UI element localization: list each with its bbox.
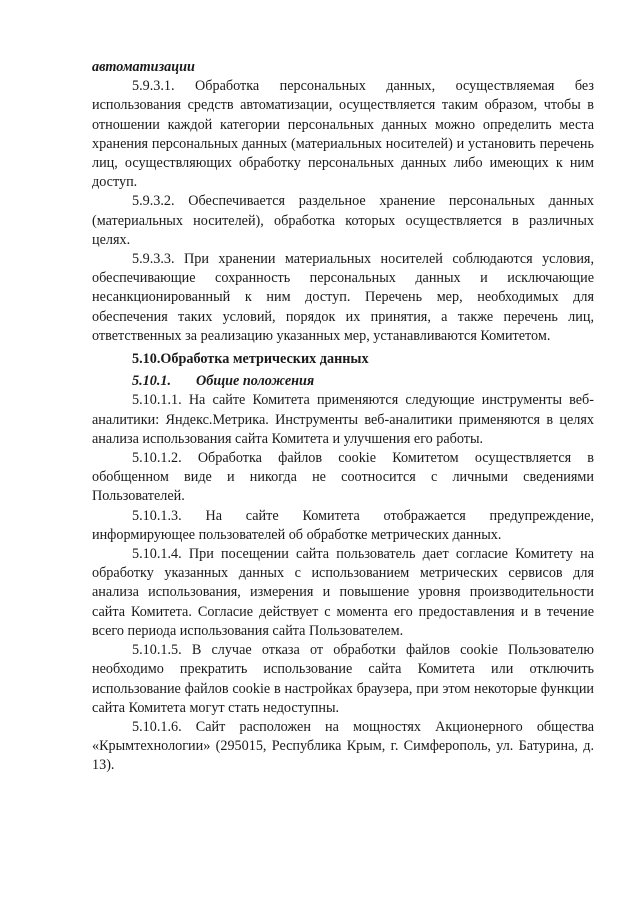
item-text: При посещении сайта пользователь дает согласие Комитету на обработку указанных данных с использованием метрических сервисов для анализа использования, измерения и повышение уровня производительности сайта Комитета. Согласие действует с момента его предоставления и в течение всего периода использования сайта Пользователем. [92,546,594,639]
paragraph-5-10-1-5 [92,641,594,718]
item-text: Обработка персональных данных, осуществляемая без использования средств автоматизации, осуществляется таким образом, чтобы в отношении каждой категории персональных данных можно определить места хранения персональных данных (материальных носителей) и установить перечень лиц, осуществляющих обработку персональных данных либо имеющих к ним доступ. [92,78,595,191]
paragraph-5-10-1-1 [92,391,594,449]
item-number: 5.10.1.6. [132,718,182,735]
item-text: На сайте Комитета применяются следующие инструменты веб-аналитики: Яндекс.Метрика. Инструменты веб-аналитики применяются в целях анализа использования сайта Комитета и улучшения его работы. [92,392,595,447]
paragraph-5-10-1-3 [92,507,594,545]
paragraph-5-10-1-6 [92,718,594,776]
item-number: 5.10.1.2. [132,450,182,467]
item-text: При хранении материальных носителей соблюдаются условия, обеспечивающие сохранность персональных данных и исключающие несанкционированный к ним доступ. Перечень мер, необходимых для обеспечения таких условий, порядок их принятия, а также перечень лиц, ответственных за реализацию указанных мер, устанавливаются Комитетом. [92,251,594,344]
item-number: 5.9.3.2. [132,193,175,210]
subsection-heading [92,372,594,391]
item-number: 5.9.3.1. [132,78,175,95]
item-number: 5.10.1.3. [132,507,182,524]
subsection-number: 5.10.1. [132,373,172,390]
item-number: 5.10.1.4. [132,546,182,563]
item-number: 5.9.3.3. [132,251,175,268]
paragraph-5-10-1-4 [92,545,594,641]
heading-tail: автоматизации [92,59,195,75]
item-text: Обеспечивается раздельное хранение персональных данных (материальных носителей), обработка которых осуществляется в различных целях. [92,193,595,248]
item-text: В случае отказа от обработки файлов cookie Пользователю необходимо прекратить использование сайта Комитета или отключить использование файлов cookie в настройках браузера, при этом некоторые функции сайта Комитета могут стать недоступны. [92,642,594,716]
paragraph-5-9-3-2 [92,192,594,250]
item-number: 5.10.1.5. [132,642,182,659]
item-text: Сайт расположен на мощностях Акционерного общества «Крымтехнологии» (295015, Республика Крым, г. Симферополь, ул. Батурина, д. 13). [92,718,595,774]
item-text: На сайте Комитета отображается предупреждение, информирующее пользователей об обработке метрических данных. [92,507,594,543]
paragraph-5-9-3-1 [92,77,594,192]
document-page [92,58,594,776]
section-title: 5.10.Обработка метрических данных [132,351,369,368]
paragraph-5-9-3-3 [92,250,594,346]
item-number: 5.10.1.1. [132,392,182,409]
item-text: Обработка файлов cookie Комитетом осуществляется в обобщенном виде и никогда не соотносится с личными сведениями Пользователей. [92,450,595,505]
paragraph-5-10-1-2 [92,449,594,507]
subsection-title: Общие положения [196,373,315,390]
